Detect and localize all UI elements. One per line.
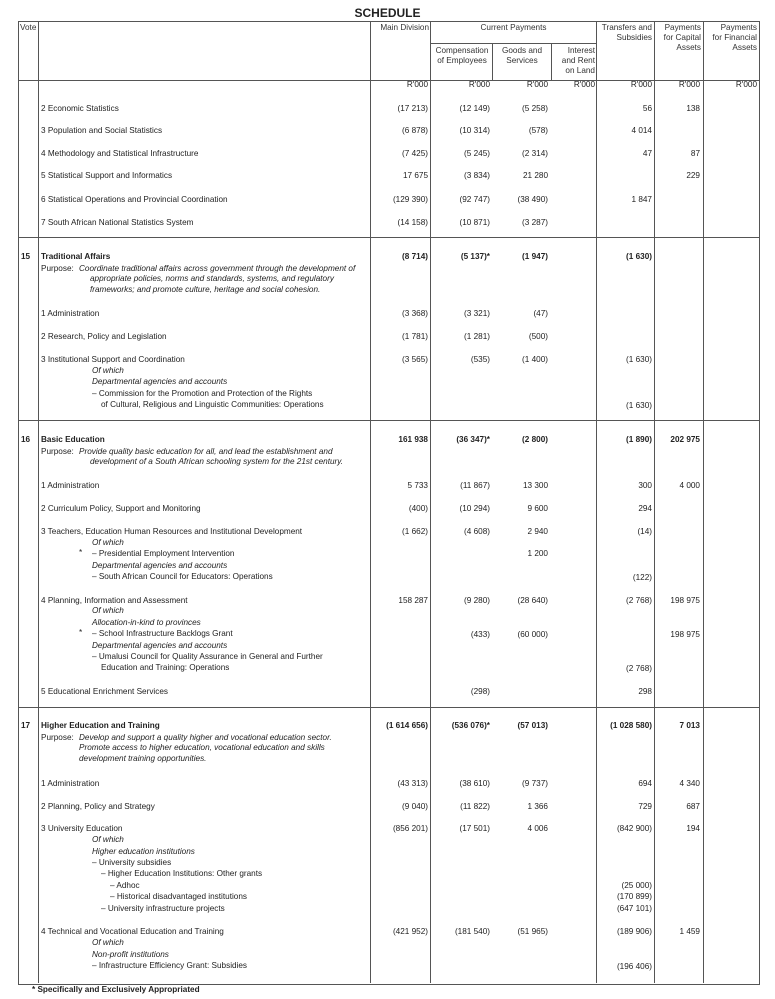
- purpose-text: [79, 447, 369, 468]
- unit-label: R'000: [678, 80, 700, 89]
- table-row: [0, 481, 775, 492]
- row-label: 3 Institutional Support and Coordination: [41, 355, 185, 364]
- header-line: Transfers and: [601, 23, 652, 32]
- unit-label: R'000: [630, 80, 652, 89]
- table-row: [0, 664, 775, 675]
- line-item-label: – South African Council for Educators: Operations: [92, 572, 273, 581]
- header-vote: Vote: [20, 23, 37, 32]
- header-line: Assets: [732, 43, 757, 52]
- unit-label: R'000: [573, 80, 595, 89]
- cell-compensation: (10 871): [459, 218, 490, 227]
- cell-compensation: (17 501): [459, 824, 490, 833]
- header-current-payments: Current Payments: [480, 23, 547, 32]
- cell-main-division: (421 952): [392, 927, 428, 936]
- cell-transfers: (170 899): [616, 892, 652, 901]
- header-compensation: [432, 46, 492, 66]
- table-row: [0, 195, 775, 206]
- purpose-line: frameworks; and promote culture, heritage and social cohesion.: [90, 284, 321, 294]
- cell-transfers: (1 890): [626, 435, 652, 444]
- line-item-label: – Umalusi Council for Quality Assurance in General and Further: [92, 652, 323, 661]
- cell-transfers: (1 630): [626, 252, 652, 261]
- cell-goods: 13 300: [522, 481, 548, 490]
- cell-transfers: 56: [642, 104, 652, 113]
- row-label: 6 Statistical Operations and Provincial Coordination: [41, 195, 228, 204]
- row-label: 2 Planning, Policy and Strategy: [41, 802, 155, 811]
- purpose-line: Coordinate traditional affairs across government through the development of: [79, 264, 356, 273]
- row-label: 2 Economic Statistics: [41, 104, 119, 113]
- cell-capital: 194: [686, 824, 700, 833]
- cell-transfers: 694: [638, 779, 652, 788]
- purpose-text: [79, 264, 369, 295]
- cell-goods: 21 280: [522, 171, 548, 180]
- row-label: 3 Population and Social Statistics: [41, 126, 163, 135]
- cell-goods: (578): [528, 126, 548, 135]
- cell-transfers: (842 900): [616, 824, 652, 833]
- category-label: Non-profit institutions: [92, 950, 169, 959]
- line-item-label: – Commission for the Promotion and Protection of the Rights: [92, 389, 313, 398]
- table-row: [0, 171, 775, 182]
- cell-main-division: (1 662): [402, 527, 428, 536]
- header-line: of Employees: [437, 56, 487, 65]
- row-label: 2 Research, Policy and Legislation: [41, 332, 167, 341]
- schedule-table-frame: [18, 21, 760, 985]
- table-row: [0, 355, 775, 366]
- row-label: 4 Technical and Vocational Education and Training: [41, 927, 224, 936]
- section-line: [18, 707, 759, 708]
- table-row: [0, 687, 775, 698]
- header-interest: [552, 46, 595, 76]
- cell-compensation: (536 076)*: [451, 721, 490, 730]
- of-which-label: Of which: [92, 938, 124, 947]
- row-label: 2 Curriculum Policy, Support and Monitoring: [41, 504, 201, 513]
- header-transfers: [597, 23, 652, 43]
- header-line: and Rent: [561, 56, 595, 65]
- col-divider: [703, 21, 704, 983]
- purpose-label: Purpose:: [41, 447, 74, 456]
- table-row: [0, 332, 775, 343]
- cell-compensation: (11 867): [460, 481, 490, 490]
- cell-transfers: 294: [638, 504, 652, 513]
- cell-transfers: 300: [638, 481, 652, 490]
- col-divider: [654, 21, 655, 983]
- vote-name: Basic Education: [41, 435, 105, 444]
- unit-label: R'000: [735, 80, 757, 89]
- header-line: Interest: [567, 46, 595, 55]
- line-item-label: – Presidential Employment Intervention: [92, 549, 235, 558]
- cell-transfers: 47: [642, 149, 652, 158]
- col-divider: [596, 21, 597, 983]
- row-label: 1 Administration: [41, 481, 100, 490]
- header-line: for Capital: [663, 33, 701, 42]
- cell-capital: 198 975: [670, 630, 700, 639]
- cell-goods: 1 366: [527, 802, 548, 811]
- cell-goods: 1 200: [527, 549, 548, 558]
- cell-capital: 7 013: [679, 721, 700, 730]
- purpose-line: Develop and support a quality higher and vocational education sector.: [79, 733, 332, 742]
- line-item-label: – Higher Education Institutions: Other grants: [101, 869, 263, 878]
- line-item-label: – School Infrastructure Backlogs Grant: [92, 629, 233, 638]
- vote-header-row: [0, 435, 775, 446]
- row-label: 1 Administration: [41, 779, 100, 788]
- cell-main-division: 161 938: [398, 435, 428, 444]
- cell-main-division: (3 368): [402, 309, 428, 318]
- cell-goods: (57 013): [517, 721, 548, 730]
- table-row: [0, 779, 775, 790]
- vote-number: 17: [21, 721, 31, 730]
- row-label: 3 University Education: [41, 824, 123, 833]
- table-row: [0, 126, 775, 137]
- cell-capital: 1 459: [679, 927, 700, 936]
- cell-transfers: (2 768): [626, 664, 652, 673]
- line-item-label: – Historical disadvantaged institutions: [110, 892, 247, 901]
- purpose-line: development training opportunities.: [79, 753, 207, 763]
- cell-goods: 4 006: [527, 824, 548, 833]
- header-goods-services: [493, 46, 551, 66]
- col-divider: [370, 21, 371, 983]
- header-line: Services: [506, 56, 538, 65]
- line-item-label: of Cultural, Religious and Linguistic Communities: Operations: [101, 400, 324, 409]
- of-which-label: Of which: [92, 606, 124, 615]
- cell-main-division: (17 213): [397, 104, 428, 113]
- cell-compensation: (38 610): [459, 779, 490, 788]
- cell-compensation: (1 281): [464, 332, 490, 341]
- cell-capital: 138: [686, 104, 700, 113]
- line-item-label: Education and Training: Operations: [101, 663, 230, 672]
- appropriated-star: *: [79, 628, 83, 637]
- category-label: Departmental agencies and accounts: [92, 377, 228, 386]
- cell-goods: (3 287): [522, 218, 548, 227]
- cell-main-division: (14 158): [397, 218, 428, 227]
- row-label: 5 Statistical Support and Informatics: [41, 171, 173, 180]
- cell-main-division: (129 390): [392, 195, 428, 204]
- col-divider: [430, 21, 431, 983]
- vote-name: Traditional Affairs: [41, 252, 111, 261]
- cell-compensation: (5 245): [464, 149, 490, 158]
- cell-main-division: 158 287: [398, 596, 428, 605]
- unit-label: R'000: [406, 80, 428, 89]
- cell-transfers: (122): [632, 573, 652, 582]
- vote-name: Higher Education and Training: [41, 721, 160, 730]
- line-item-label: – Adhoc: [110, 881, 140, 890]
- purpose-line: Provide quality basic education for all, and lead the establishment and: [79, 447, 333, 456]
- cell-compensation: (4 608): [464, 527, 490, 536]
- cell-compensation: (10 314): [459, 126, 490, 135]
- cell-compensation: (3 321): [464, 309, 490, 318]
- of-which-label: Of which: [92, 538, 124, 547]
- cell-compensation: (36 347)*: [456, 435, 490, 444]
- cell-compensation: (3 834): [464, 171, 490, 180]
- row-label: 3 Teachers, Education Human Resources and Institutional Development: [41, 527, 303, 536]
- table-row: [0, 892, 775, 903]
- purpose-line: development of a South African schooling system for the 21st century.: [90, 457, 344, 467]
- header-financial-assets: [704, 23, 757, 53]
- cell-transfers: (1 630): [626, 355, 652, 364]
- line-item-label: – University infrastructure projects: [101, 904, 225, 913]
- cell-compensation: (181 540): [454, 927, 490, 936]
- cell-goods: (1 947): [522, 252, 548, 261]
- cell-goods: (47): [533, 309, 548, 318]
- cell-main-division: (43 313): [397, 779, 428, 788]
- unit-label: R'000: [468, 80, 490, 89]
- table-row: [0, 104, 775, 115]
- category-label: Allocation-in-kind to provinces: [92, 618, 201, 627]
- cell-transfers: (25 000): [621, 881, 652, 890]
- row-label: 1 Administration: [41, 309, 100, 318]
- line-item-label: – University subsidies: [92, 858, 172, 867]
- header-line: Assets: [676, 43, 701, 52]
- table-row: [0, 573, 775, 584]
- header-line: Subsidies: [616, 33, 652, 42]
- header-line: Compensation: [435, 46, 489, 55]
- cell-capital: 4 340: [679, 779, 700, 788]
- table-row: [0, 802, 775, 813]
- cell-compensation: (92 747): [459, 195, 490, 204]
- cell-main-division: (1 781): [402, 332, 428, 341]
- purpose-label: Purpose:: [41, 733, 74, 742]
- purpose-line: appropriate policies, norms and standards, systems, and regulatory: [90, 274, 334, 284]
- cell-transfers: (1 028 580): [610, 721, 652, 730]
- cell-transfers: (196 406): [616, 962, 652, 971]
- table-row: [0, 824, 775, 835]
- units-row: [0, 80, 775, 91]
- cell-compensation: (5 137)*: [460, 252, 490, 261]
- table-row: [0, 927, 775, 938]
- cell-transfers: 298: [638, 687, 652, 696]
- row-label: 5 Educational Enrichment Services: [41, 687, 168, 696]
- cell-main-division: (7 425): [402, 149, 428, 158]
- table-row: [0, 309, 775, 320]
- cell-goods: (1 400): [522, 355, 548, 364]
- cell-goods: (2 314): [522, 149, 548, 158]
- cell-compensation: (535): [470, 355, 490, 364]
- cell-transfers: (1 630): [626, 401, 652, 410]
- cell-compensation: (10 294): [459, 504, 490, 513]
- cell-compensation: (11 822): [460, 802, 490, 811]
- row-label: 7 South African National Statistics System: [41, 218, 194, 227]
- cell-main-division: (9 040): [402, 802, 428, 811]
- row-label: 4 Planning, Information and Assessment: [41, 596, 188, 605]
- page-title: SCHEDULE: [354, 6, 421, 20]
- header-line: on Land: [565, 66, 595, 75]
- category-label: Higher education institutions: [92, 847, 195, 856]
- cell-goods: (500): [528, 332, 548, 341]
- cell-capital: 202 975: [670, 435, 700, 444]
- cell-goods: (5 258): [522, 104, 548, 113]
- cell-main-division: 5 733: [407, 481, 428, 490]
- cell-main-division: (6 878): [402, 126, 428, 135]
- cell-main-division: (400): [408, 504, 428, 513]
- row-label: 4 Methodology and Statistical Infrastructure: [41, 149, 199, 158]
- header-divider: [431, 43, 596, 44]
- header-line: Goods and: [501, 46, 543, 55]
- cell-capital: 4 000: [679, 481, 700, 490]
- table-row: [0, 549, 775, 560]
- cell-transfers: (647 101): [616, 904, 652, 913]
- cell-transfers: (189 906): [616, 927, 652, 936]
- cell-goods: (51 965): [517, 927, 548, 936]
- header-line: Payments: [720, 23, 757, 32]
- cell-goods: (38 490): [517, 195, 548, 204]
- cell-main-division: (3 565): [402, 355, 428, 364]
- table-row: [0, 904, 775, 915]
- cell-goods: 2 940: [527, 527, 548, 536]
- line-item-label: – Infrastructure Efficiency Grant: Subsidies: [92, 961, 248, 970]
- cell-main-division: 17 675: [402, 171, 428, 180]
- cell-transfers: 4 014: [631, 126, 652, 135]
- table-row: [0, 881, 775, 892]
- table-row: [0, 962, 775, 973]
- table-row: [0, 504, 775, 515]
- cell-transfers: (14): [637, 527, 652, 536]
- header-line: for Financial: [712, 33, 757, 42]
- cell-transfers: 1 847: [631, 195, 652, 204]
- cell-compensation: (433): [470, 630, 490, 639]
- section-line: [18, 420, 759, 421]
- header-line: Payments: [664, 23, 701, 32]
- header-capital-assets: [655, 23, 701, 53]
- cell-main-division: (856 201): [392, 824, 428, 833]
- cell-transfers: 729: [638, 802, 652, 811]
- table-row: [0, 527, 775, 538]
- unit-label: R'000: [526, 80, 548, 89]
- cell-compensation: (298): [470, 687, 490, 696]
- category-label: Departmental agencies and accounts: [92, 641, 228, 650]
- cell-capital: 198 975: [670, 596, 700, 605]
- category-label: Departmental agencies and accounts: [92, 561, 228, 570]
- cell-capital: 687: [686, 802, 700, 811]
- table-row: [0, 630, 775, 641]
- footnote: * Specifically and Exclusively Appropriated: [32, 985, 200, 994]
- vote-number: 16: [21, 435, 31, 444]
- cell-main-division: (1 614 656): [386, 721, 428, 730]
- col-divider: [38, 21, 39, 983]
- vote-header-row: [0, 252, 775, 263]
- cell-goods: (9 737): [522, 779, 548, 788]
- appropriated-star: *: [79, 548, 83, 557]
- of-which-label: Of which: [92, 366, 124, 375]
- purpose-label: Purpose:: [41, 264, 74, 273]
- cell-goods: 9 600: [527, 504, 548, 513]
- cell-capital: 87: [690, 149, 700, 158]
- vote-header-row: [0, 721, 775, 732]
- cell-transfers: (2 768): [626, 596, 652, 605]
- cell-goods: (60 000): [517, 630, 548, 639]
- purpose-line: Promote access to higher education, vocational education and skills: [79, 743, 325, 753]
- cell-main-division: (8 714): [402, 252, 428, 261]
- header-main-division: Main Division: [380, 23, 429, 32]
- table-row: [0, 401, 775, 412]
- cell-compensation: (12 149): [459, 104, 490, 113]
- table-row: [0, 218, 775, 229]
- cell-goods: (2 800): [522, 435, 548, 444]
- cell-goods: (28 640): [517, 596, 548, 605]
- vote-number: 15: [21, 252, 31, 261]
- section-line: [18, 237, 759, 238]
- cell-compensation: (9 280): [464, 596, 490, 605]
- of-which-label: Of which: [92, 835, 124, 844]
- table-row: [0, 149, 775, 160]
- purpose-text: [79, 733, 369, 764]
- cell-capital: 229: [686, 171, 700, 180]
